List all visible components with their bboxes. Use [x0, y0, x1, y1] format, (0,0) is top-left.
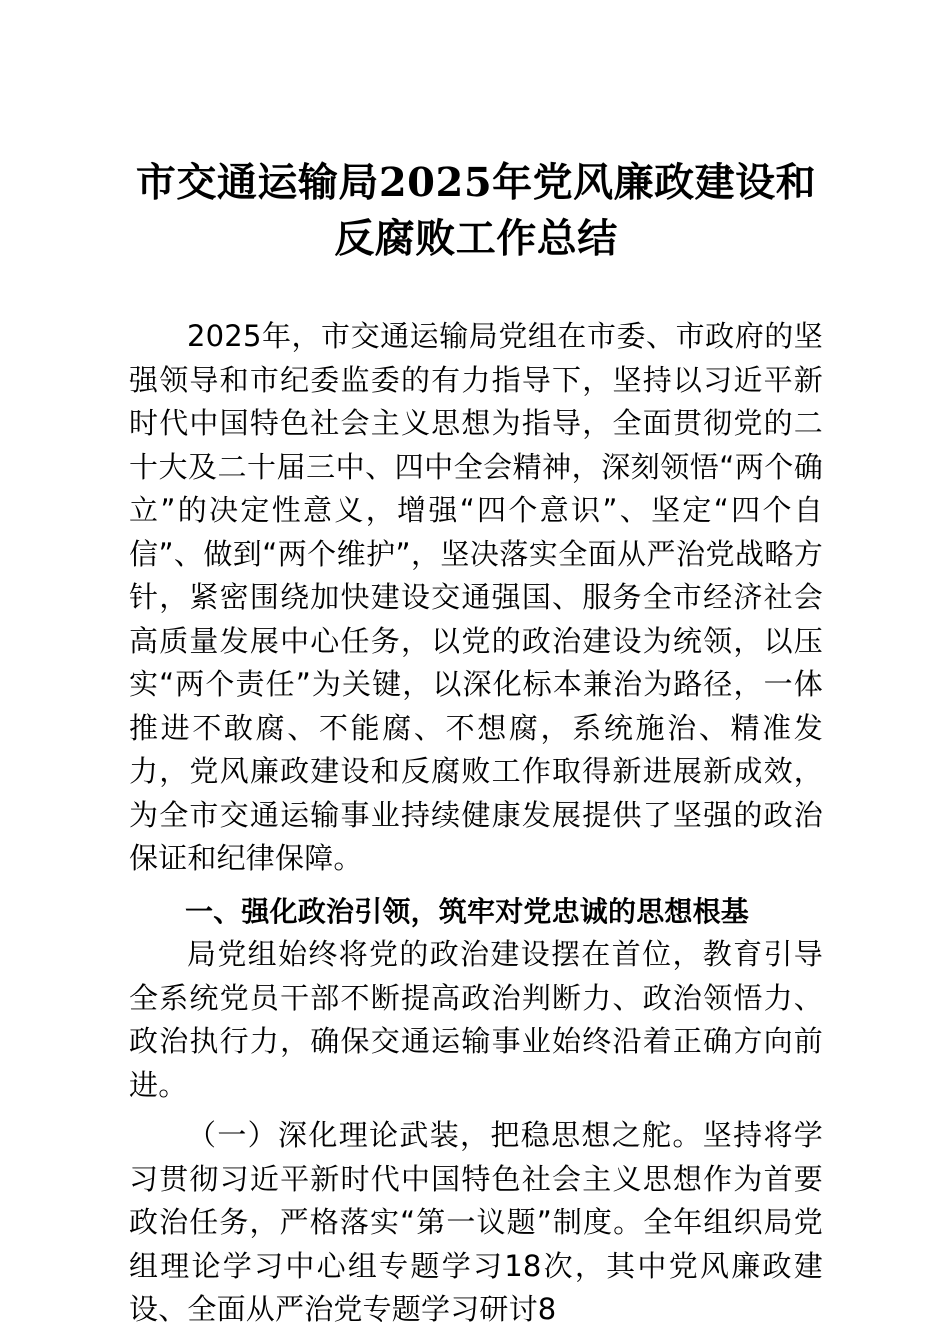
page-title: 市交通运输局2025年党风廉政建设和反腐败工作总结 — [135, 159, 817, 262]
opening-paragraph: 2025年，市交通运输局党组在市委、市政府的坚强领导和市纪委监委的有力指导下，坚持以习近平新时代中国特色社会主义思想为指导，全面贯彻党的二十大及二十届三中、四中全会精神，深刻领悟“两个确立”的决定性意义，增强“四个意识”、坚定“四个自信”、做到“两个维护”，坚决落实全面从严治党战略方针，紧密围绕加快建设交通强国、服务全市经济社会高质量发展中心任务，以党的政治建设为统领，以压实“两个责任”为关键，以深化标本兼治为路径，一体推进不敢腐、不能腐、不想腐，系统施治、精准发力，党风廉政建设和反腐败工作取得新进展新成效，为全市交通运输事业持续健康发展提供了坚强的政治保证和纪律保障。 — [129, 319, 823, 875]
section-one-intro-paragraph: 局党组始终将党的政治建设摆在首位，教育引导全系统党员干部不断提高政治判断力、政治领悟力、政治执行力，确保交通运输事业始终沿着正确方向前进。 — [129, 937, 823, 1102]
subsection-one-paragraph — [129, 1114, 823, 1332]
subsection-one-lede: （一）深化理论武装，把稳思想之舵。 — [187, 1118, 703, 1152]
subsection-one-body: 坚持将学习贯彻习近平新时代中国特色社会主义思想作为首要政治任务，严格落实“第一议题”制度。全年组织局党组理论学习中心组专题学习18次，其中党风廉政建设、全面从严治党专题学习研讨8 — [129, 1118, 823, 1326]
section-heading-one: 一、强化政治引领，筑牢对党忠诚的思想根基 — [185, 894, 750, 928]
document-content-column — [129, 0, 823, 1332]
